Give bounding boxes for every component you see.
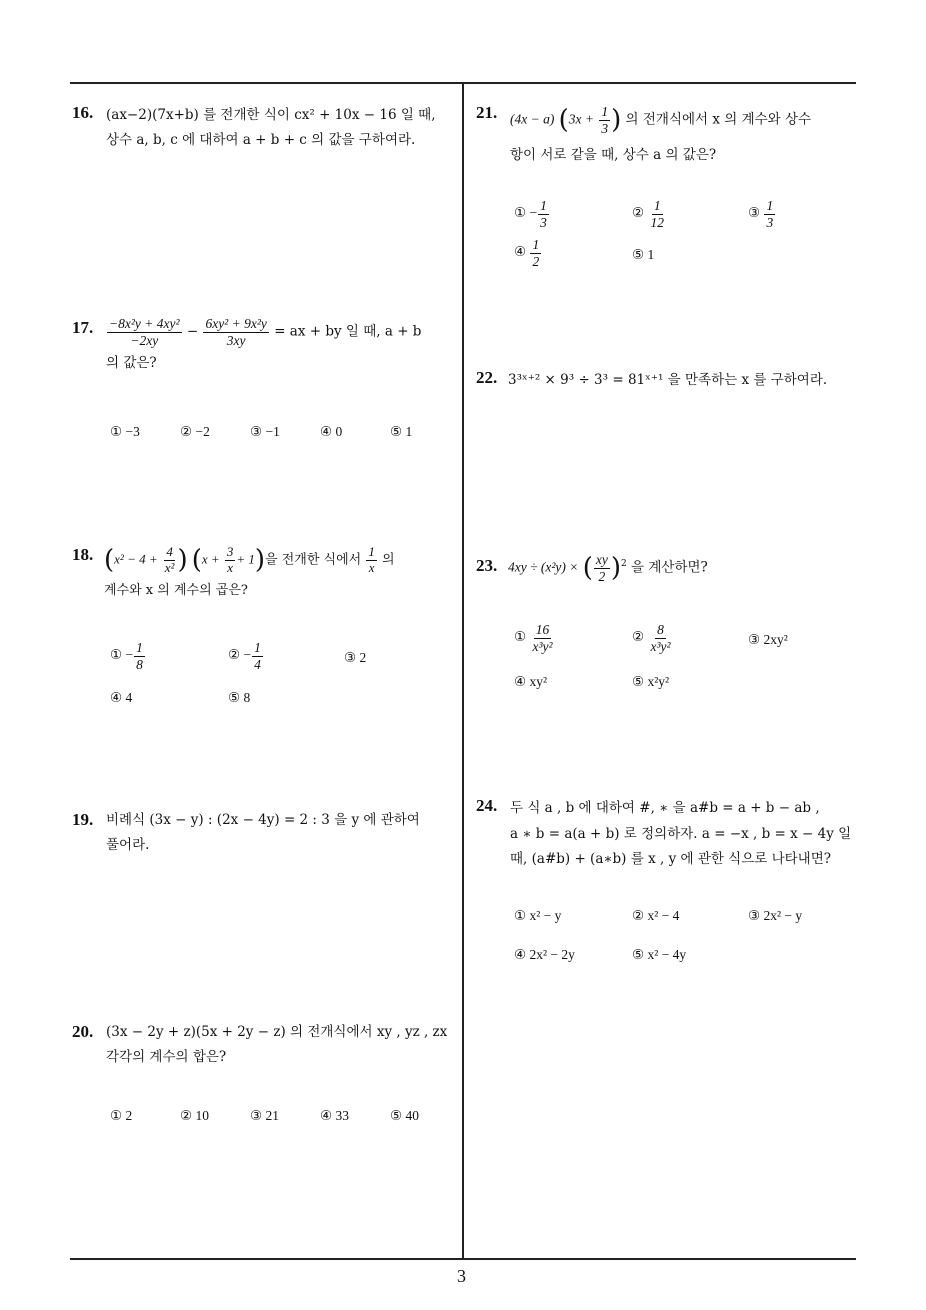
q18-text: (x² − 4 + $\frac{4}{\text{x²}}$ ) (x + $\frac{3}{x}$ + 1)을 전개한 식에서 $\frac{1}{x}$ 의 계수와 x 의 계수의 곱은? [104,542,460,601]
q18-number: 18. [72,545,94,564]
q21-text: (4x − a) (3x + $\frac{1}{3}$ ) 의 전개식에서 x 의 계수와 상수 항이 서로 같을 때, 상수 a 의 값은? [510,102,856,165]
q20-line2: 각각의 계수의 합은? [106,1048,227,1065]
q21-fraction: $\frac{1}{3}$ [601,104,609,136]
q20-choice-1[interactable]: ① 2 [110,1108,133,1123]
q23-choice-1[interactable]: ① $\frac{16}{\text{x³y²}}$ [514,622,553,654]
q24-choice-5[interactable]: ⑤ x² − 4y [632,947,687,962]
q16-text [106,103,458,153]
q18-choice-2[interactable]: ② − $\frac{1}{4}$ [228,640,261,672]
q20-choice-2[interactable]: ② 10 [180,1108,209,1123]
bottom-rule [70,1258,856,1260]
q17-tail: = ax + by 일 때, a + b [274,323,422,340]
q19-line2: 풀어라. [106,836,150,853]
q19-number: 19. [72,810,94,829]
q17-choice-1[interactable]: ① −3 [110,424,140,439]
q21-choice-2[interactable]: ② $\frac{1}{12}$ [632,198,664,230]
q17-number: 17. [72,318,94,337]
column-divider [462,82,464,1260]
q20-choice-3[interactable]: ③ 21 [250,1108,279,1123]
q23-choice-3[interactable]: ③ 2xy² [748,632,788,647]
q24-choice-1[interactable]: ① x² − y [514,908,562,923]
q24-choice-3[interactable]: ③ 2x² − y [748,908,803,923]
q20-line1: (3x − 2y + z)(5x + 2y − z) 의 전개식에서 xy , yz , zx [106,1024,448,1040]
q19-line1: 비례식 (3x − y) : (2x − 4y) = 2 : 3 을 y 에 관하여 [106,812,420,828]
q16-line1: (ax−2)(7x+b) 를 전개한 식이 cx² + 10x − 16 일 때, [106,107,436,123]
q16-line2: 상수 a, b, c 에 대하여 a + b + c 의 값을 구하여라. [106,131,416,148]
q23-number: 23. [476,556,498,575]
q24-number: 24. [476,796,498,815]
q20-number: 20. [72,1022,94,1041]
q23-text: 4xy ÷ (x²y) × ( $\frac{xy}{2}$ )$^2$ 을 계산하면? [508,552,708,584]
q24-line3: 때, (a#b) + (a∗b) 를 x , y 에 관한 식으로 나타내면? [510,851,832,868]
q21-number: 21. [476,103,498,122]
q22-text: 3³ˣ⁺² × 9³ ÷ 3³ = 81ˣ⁺¹ 을 만족하는 x 를 구하여라. [508,372,828,388]
q20-text [106,1020,458,1070]
q21-choice-5[interactable]: ⑤ 1 [632,247,655,262]
q18-fraction-c: $\frac{1}{x}$ [368,543,375,575]
q20-choice-4[interactable]: ④ 33 [320,1108,349,1123]
q21-choice-1[interactable]: ① − $\frac{1}{3}$ [514,198,547,230]
q23-choice-5[interactable]: ⑤ x²y² [632,674,670,689]
q21-choice-4[interactable]: ④ $\frac{1}{2}$ [514,237,540,269]
q23-choice-4[interactable]: ④ xy² [514,674,548,689]
q17-fraction-1: $\frac{\text{−8x²y + 4xy²}}{-2xy}$ [109,316,180,348]
q18-fraction-b: $\frac{3}{x}$ [226,543,234,575]
q24-line1: 두 식 a , b 에 대하여 #, ∗ 을 a#b = a + b − ab , [510,800,820,816]
q17-line2: 의 값은? [106,355,157,372]
q24-choice-4[interactable]: ④ 2x² − 2y [514,947,575,962]
q16-number: 16. [72,103,94,122]
page-number: 3 [457,1266,466,1286]
q17-choice-5[interactable]: ⑤ 1 [390,424,413,439]
q21-choice-3[interactable]: ③ $\frac{1}{3}$ [748,198,774,230]
q17-choice-3[interactable]: ③ −1 [250,424,280,439]
q23-choice-2[interactable]: ② $\frac{8}{\text{x³y²}}$ [632,622,671,654]
q18-choice-5[interactable]: ⑤ 8 [228,690,251,705]
q18-choice-3[interactable]: ③ 2 [344,650,367,665]
q17-choice-4[interactable]: ④ 0 [320,424,343,439]
q19-text [106,808,458,858]
q18-choice-1[interactable]: ① − $\frac{1}{8}$ [110,640,143,672]
q18-line2: 계수와 x 의 계수의 곱은? [104,583,248,599]
q18-choice-4[interactable]: ④ 4 [110,690,133,705]
q24-text [510,796,856,873]
q17-fraction-2: $\frac{\text{6xy² + 9x²y}}{3xy}$ [205,316,267,348]
q20-choice-5[interactable]: ⑤ 40 [390,1108,419,1123]
q17-text: $\frac{\text{−8x²y + 4xy²}}{-2xy}$ − $\frac{\text{6xy² + 9x²y}}{3xy}$ = ax + by 일 때, a + b 의 값은? [106,316,458,373]
q22-number: 22. [476,368,498,387]
q24-line2: a ∗ b = a(a + b) 로 정의하자. a = −x , b = x − 4y 일 [510,825,852,842]
q21-line2: 항이 서로 같을 때, 상수 a 의 값은? [510,147,717,164]
q24-choice-2[interactable]: ② x² − 4 [632,908,680,923]
q18-fraction-a: $\frac{4}{\text{x²}}$ [164,543,175,575]
q23-fraction: $\frac{xy}{2}$ [595,552,608,584]
q17-choice-2[interactable]: ② −2 [180,424,210,439]
